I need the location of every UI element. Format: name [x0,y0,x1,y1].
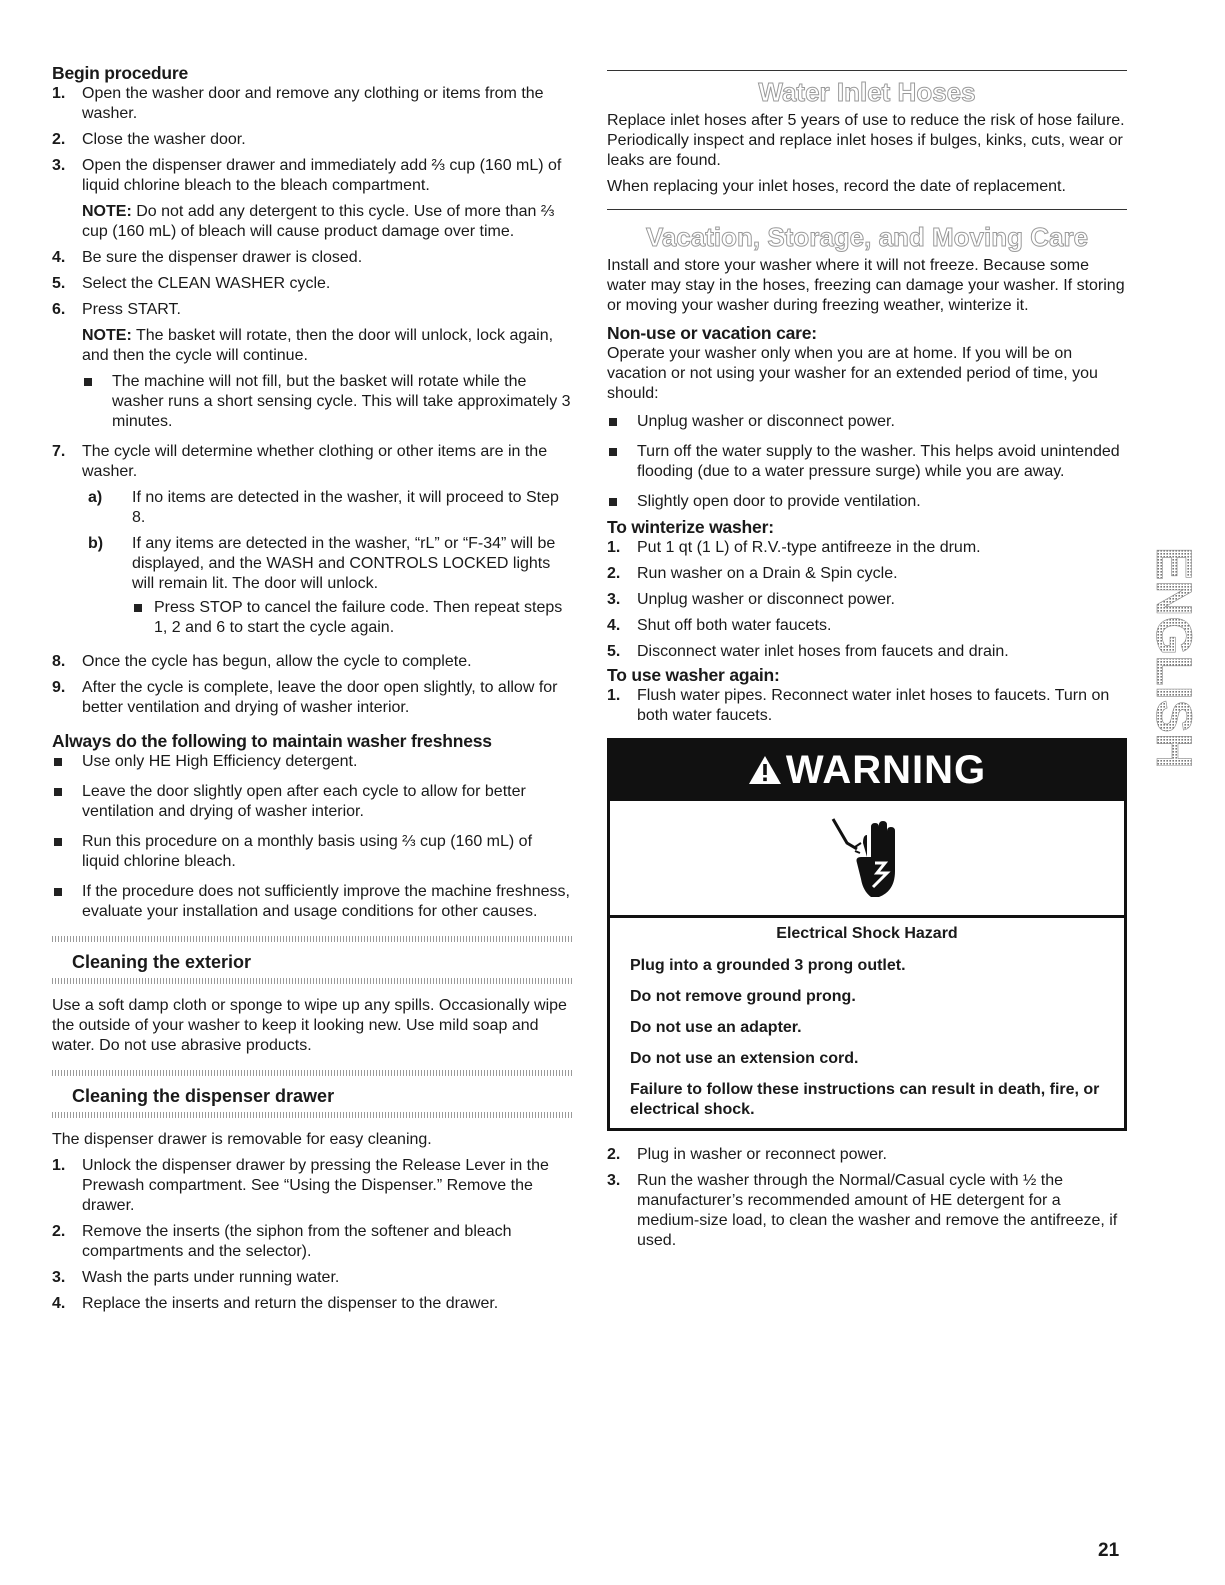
page-number: 21 [1098,1540,1120,1561]
note: NOTE: The basket will rotate, then the door will unlock, lock again, and then the cycle will continue. [82,327,554,364]
vacation-intro: Install and store your washer where it will not freeze. Because some water may stay in the hoses, freezing can damage your washer. If storing or moving your washer during freezing weather, winterize it. [607,257,1125,314]
bullet-item: Press STOP to cancel the failure code. Then repeat steps 1, 2 and 6 to start the cycle again. [132,598,572,638]
note: NOTE: Do not add any detergent to this cycle. Use of more than ⅔ cup (160 mL) of bleach will cause product damage over time. [82,203,555,240]
bullet-square-icon [52,832,82,872]
section-divider [52,1112,572,1118]
begin-steps-list [52,84,572,718]
water-inlet-hoses-heading: Water Inlet Hoses [758,77,976,107]
list-item: 5. Select the CLEAN WASHER cycle. [52,275,331,292]
dispenser-intro: The dispenser drawer is removable for easy cleaning. [52,1131,432,1148]
section-rule [607,70,1127,71]
cleaning-exterior-text: Use a soft damp cloth or sponge to wipe up any spills. Occasionally wipe the outside of your washer to keep it looking new. Use mild soap and water. Do not use abrasive products. [52,997,567,1054]
list-item: 3. Run the washer through the Normal/Casual cycle with ½ the manufacturer’s recommended amount of HE detergent for a medium-size load, to clean the washer and remove the antifreeze, if used. [607,1172,1118,1250]
list-item: 5. Disconnect water inlet hoses from faucets and drain. [607,643,1009,660]
winterize-steps-list [607,538,1127,662]
electrical-shock-hand-icon [610,801,1124,918]
list-item: 6. Press START. [52,301,181,318]
bullet-item: Turn off the water supply to the washer. This helps avoid unintended flooding (due to a water pressure surge) while you are away. [607,442,1127,482]
warning-line: Do not use an extension cord. [630,1050,859,1068]
list-item: 9. After the cycle is complete, leave the door open slightly, to allow for better ventilation and drying of washer interior. [52,679,558,716]
warning-line: Plug into a grounded 3 prong outlet. [630,957,906,975]
list-item: 4. Replace the inserts and return the dispenser to the drawer. [52,1295,499,1312]
warning-line: Do not use an adapter. [630,1019,802,1037]
side-tab-label: ENGLISH [1146,546,1202,770]
language-side-tab [1146,546,1202,770]
bullet-item: The machine will not fill, but the basket will rotate while the washer runs a short sensing cycle. This will take approximately 3 minutes. [82,372,572,432]
use-again-heading: To use washer again: [607,665,780,685]
hoses-paragraph: Replace inlet hoses after 5 years of use to reduce the risk of hose failure. Periodically inspect and replace inlet hoses if bulges, kinks, cuts, wear or leaks are found. [607,112,1125,169]
bullet-square-icon [82,372,112,432]
freshness-list [52,752,572,922]
section-divider [52,1070,572,1076]
bullet-square-icon [607,442,637,482]
non-use-intro: Operate your washer only when you are at home. If you will be on vacation or not using your washer for an extended period of time, you should: [607,345,1098,402]
list-item: 2. Close the washer door. [52,131,246,148]
winterize-heading: To winterize washer: [607,517,774,537]
section-rule [607,209,1127,210]
bullet-item: Use only HE High Efficiency detergent. [52,752,572,772]
bullet-item: If the procedure does not sufficiently improve the machine freshness, evaluate your installation and usage conditions for other causes. [52,882,572,922]
bullet-square-icon [132,598,154,638]
list-item: 4. Shut off both water faucets. [607,617,832,634]
warning-title: Electrical Shock Hazard [776,925,958,943]
right-column [607,70,1127,1257]
non-use-heading: Non-use or vacation care: [607,323,817,343]
list-item: 8. Once the cycle has begun, allow the cycle to complete. [52,653,472,670]
list-item: 3. Open the dispenser drawer and immediately add ⅔ cup (160 mL) of liquid chlorine bleach to the bleach compartment. [52,157,562,194]
warning-triangle-icon [748,743,782,801]
begin-procedure-heading: Begin procedure [52,63,189,83]
list-item: 7. The cycle will determine whether clothing or other items are in the washer. [52,443,548,480]
bullet-item: Unplug washer or disconnect power. [607,412,1127,432]
bullet-square-icon [607,492,637,512]
list-item: 2. Plug in washer or reconnect power. [607,1146,887,1164]
warning-line: Do not remove ground prong. [630,988,856,1006]
after-steps-list [607,1145,1127,1251]
bullet-item: Slightly open door to provide ventilation. [607,492,1127,512]
section-divider [52,978,572,984]
list-item: 1. Put 1 qt (1 L) of R.V.-type antifreeze in the drum. [607,539,981,556]
list-item: 2. Remove the inserts (the siphon from the softener and bleach compartments and the selector). [52,1223,512,1260]
bullet-square-icon [52,882,82,922]
left-column [52,62,572,1320]
bullet-square-icon [607,412,637,432]
vacation-heading: Vacation, Storage, and Moving Care [645,222,1089,252]
list-item: 1. Flush water pipes. Reconnect water inlet hoses to faucets. Turn on both water faucets. [607,687,1110,724]
list-item: 1. Open the washer door and remove any clothing or items from the washer. [52,85,544,122]
sub-item: b) If any items are detected in the washer, “rL” or “F-34” will be displayed, and the WASH and CONTROLS LOCKED lights will remain lit. The door will unlock. [88,535,556,592]
warning-line: Failure to follow these instructions can result in death, fire, or electrical shock. [630,1081,1100,1119]
list-item: 3. Wash the parts under running water. [52,1269,340,1286]
bullet-item: Run this procedure on a monthly basis using ⅔ cup (160 mL) of liquid chlorine bleach. [52,832,572,872]
cleaning-dispenser-heading: Cleaning the dispenser drawer [72,1086,335,1106]
list-item: 2. Run washer on a Drain & Spin cycle. [607,565,898,582]
bullet-square-icon [52,752,82,772]
list-item: 4. Be sure the dispenser drawer is closed. [52,249,363,266]
bullet-item: Leave the door slightly open after each cycle to allow for better ventilation and drying of washer interior. [52,782,572,822]
dispenser-steps-list [52,1156,572,1314]
warning-header: WARNING [610,741,1124,801]
non-use-list [607,412,1127,512]
bullet-square-icon [52,782,82,822]
sub-item: a) If no items are detected in the washer, it will proceed to Step 8. [88,489,559,526]
warning-text [610,918,1124,1128]
list-item: 1. Unlock the dispenser drawer by pressing the Release Lever in the Prewash compartment. See “Using the Dispenser.” Remove the drawer. [52,1157,549,1214]
hoses-paragraph: When replacing your inlet hoses, record the date of replacement. [607,178,1066,195]
section-divider [52,936,572,942]
freshness-heading: Always do the following to maintain washer freshness [52,731,492,751]
list-item: 3. Unplug washer or disconnect power. [607,591,895,608]
warning-box [607,738,1127,1131]
cleaning-exterior-heading: Cleaning the exterior [72,952,252,972]
